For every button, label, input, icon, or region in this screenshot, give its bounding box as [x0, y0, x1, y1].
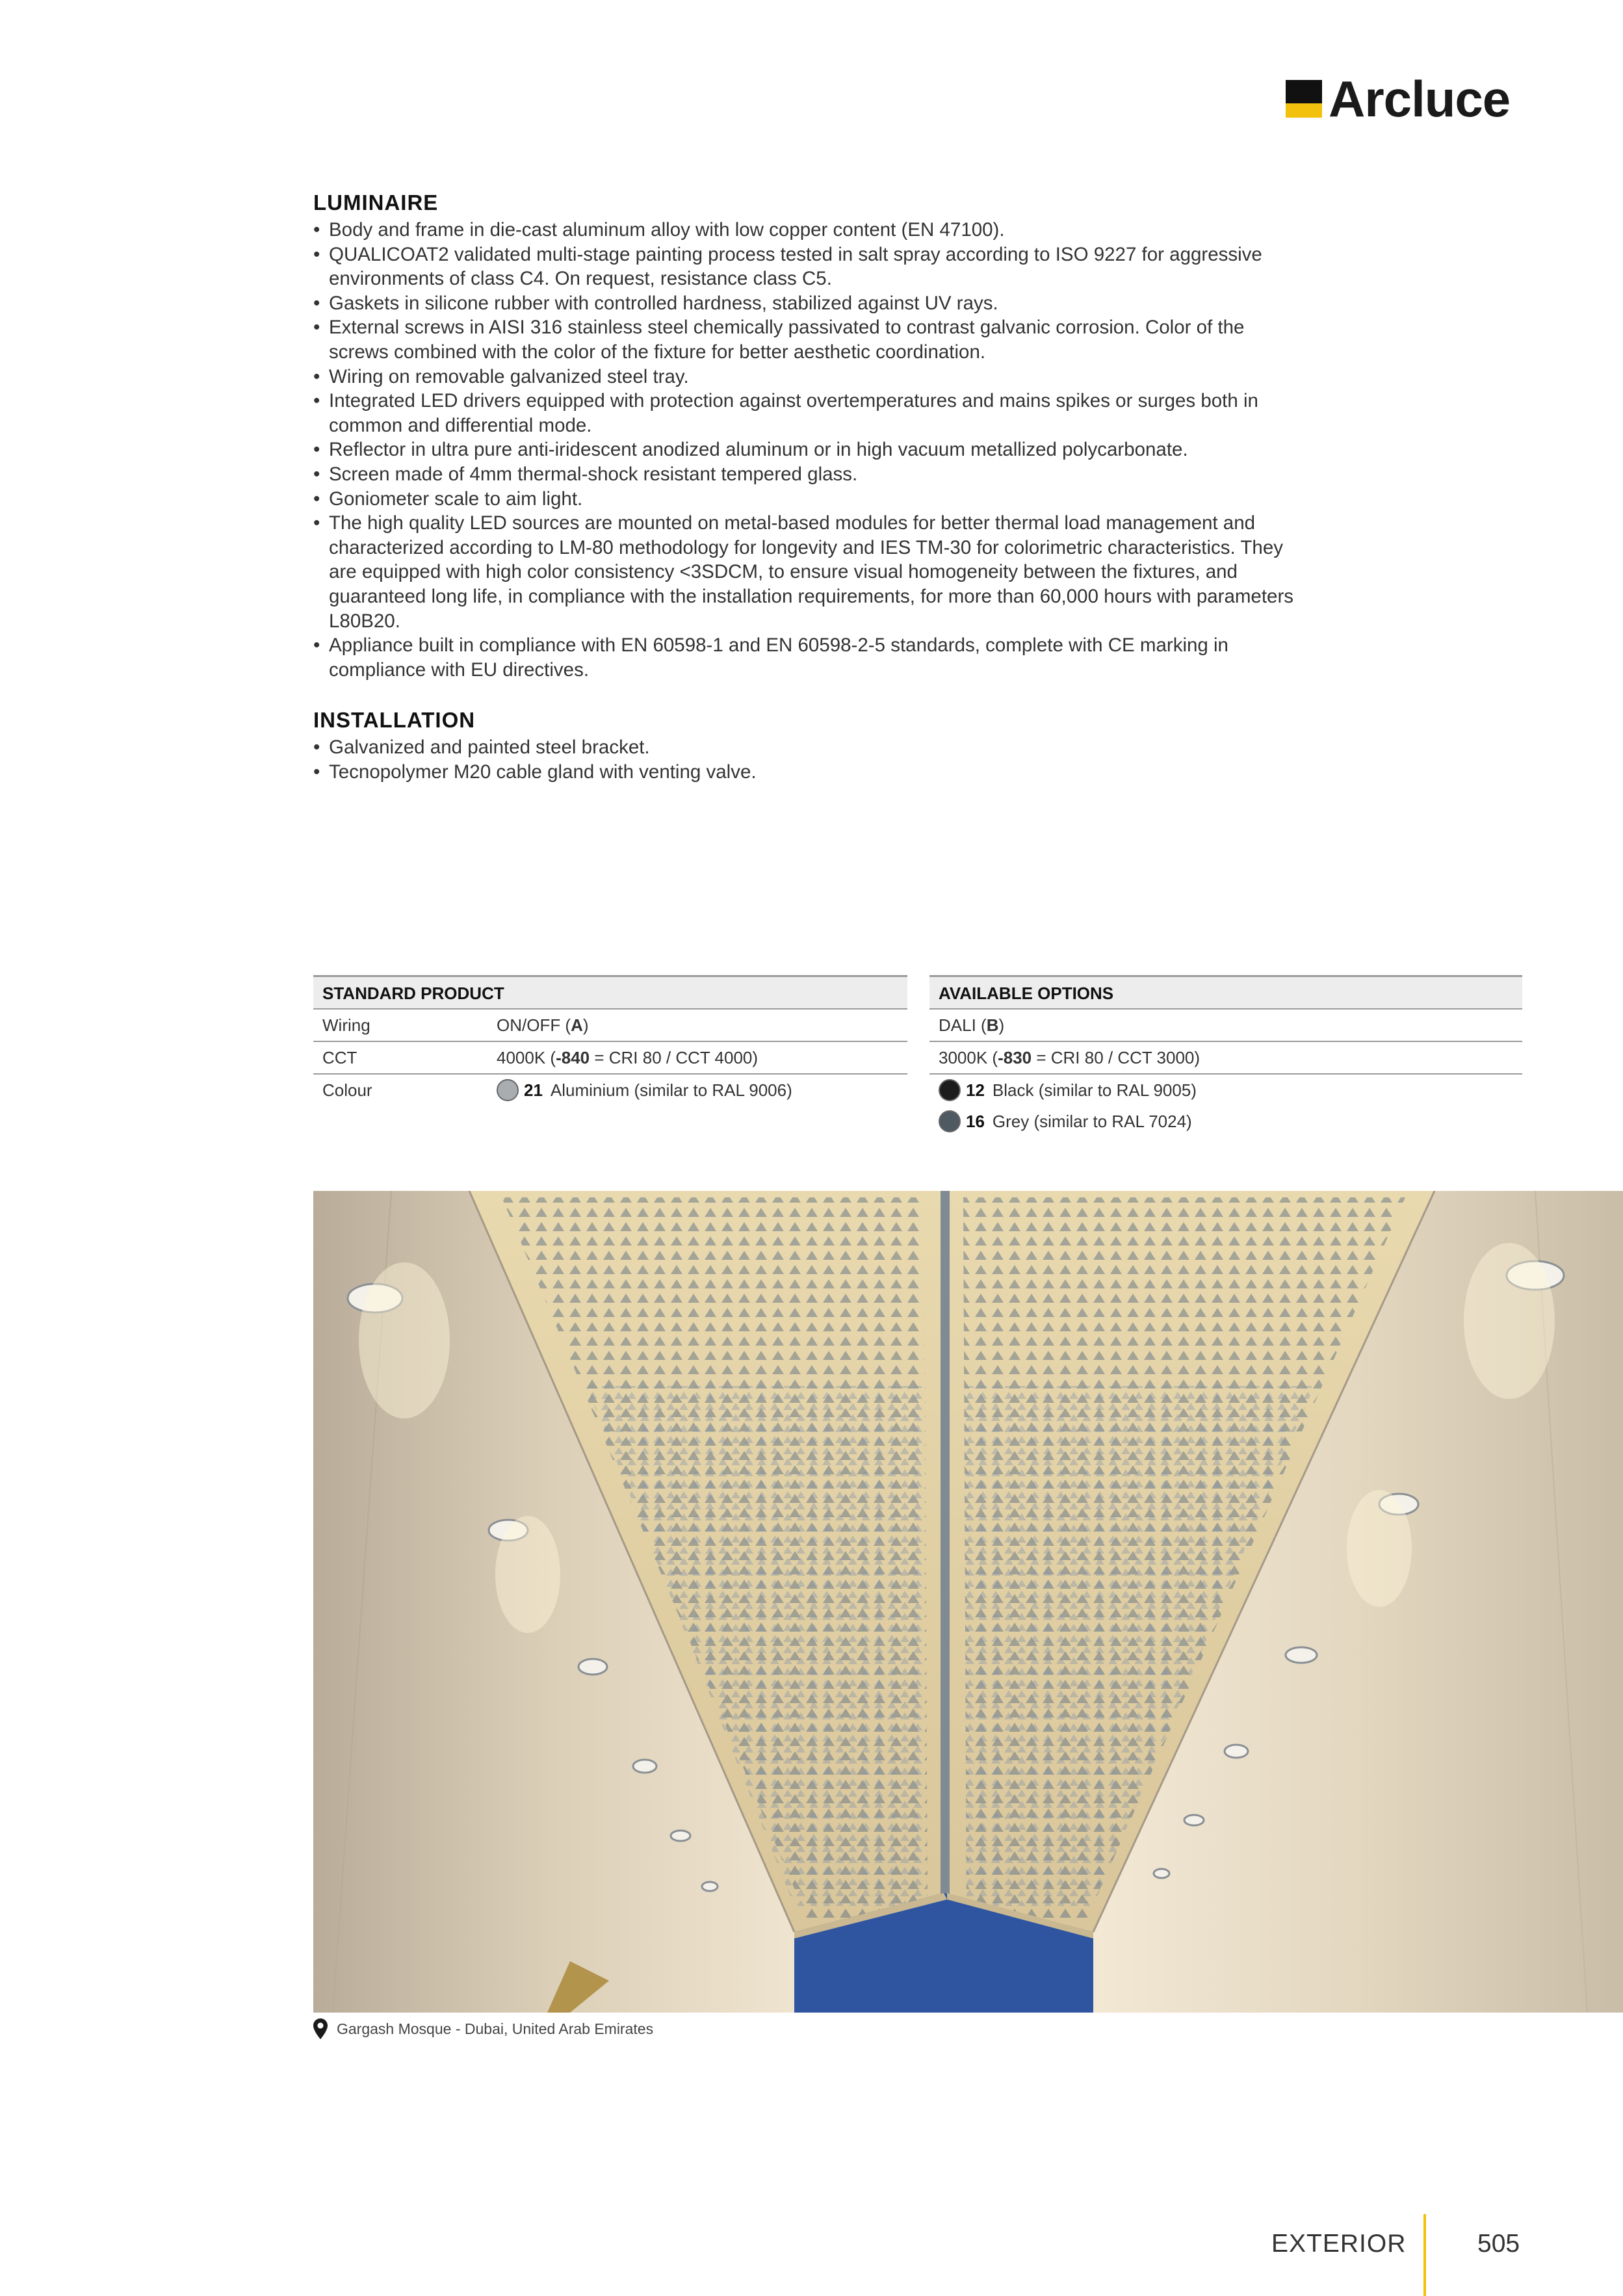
row-label: CCT: [322, 1047, 357, 1067]
installation-title: INSTALLATION: [313, 708, 476, 732]
list-item: • Reflector in ultra pure anti-iridescent anodized aluminum or in high vacuum metallized polycarbonate.: [313, 437, 1301, 462]
standard-product-table: [313, 975, 907, 1106]
table-row: [929, 1008, 1522, 1041]
list-item: • Tecnopolymer M20 cable gland with venting valve.: [313, 760, 1301, 785]
colour-name: Black (similar to RAL 9005): [992, 1080, 1197, 1100]
list-item: • Appliance built in compliance with EN 60598-1 and EN 60598-2-5 standards, complete with CE marking in compliance with EU directives.: [313, 633, 1301, 682]
list-item: • Integrated LED drivers equipped with protection against overtemperatures and mains spikes or surges both in common and differential mode.: [313, 389, 1301, 437]
mosque-ceiling-photo: [313, 1191, 1623, 2013]
table-row: [929, 1075, 1522, 1106]
list-item: • Goniometer scale to aim light.: [313, 487, 1301, 512]
list-item: • The high quality LED sources are mounted on metal-based modules for better thermal load management and characterized according to LM-80 methodology for longevity and IES TM-30 for colorimetric characteristics. They are equipped with high color consistency <3SDCM, to ensure visual homogeneity between the fixtures, and guaranteed long life, in compliance with the installation requirements, for more than 60,000 hours with parameters L80B20.: [313, 511, 1301, 633]
table-row: [313, 1073, 907, 1106]
installation-list: [313, 735, 1301, 784]
footer-divider: [1423, 2214, 1426, 2296]
footer-section-label: EXTERIOR: [1271, 2230, 1407, 2258]
table-header: STANDARD PRODUCT: [313, 975, 907, 1008]
row-label: Colour: [322, 1080, 372, 1100]
list-item: • Body and frame in die-cast aluminum alloy with low copper content (EN 47100).: [313, 218, 1301, 242]
list-item: • External screws in AISI 316 stainless steel chemically passivated to contrast galvanic corrosion. Color of the screws combined with the color of the fixture for better aesthetic coordination.: [313, 315, 1301, 364]
list-item: • Gaskets in silicone rubber with controlled hardness, stabilized against UV rays.: [313, 291, 1301, 316]
colour-name: Grey (similar to RAL 7024): [992, 1111, 1192, 1131]
luminaire-title: LUMINAIRE: [313, 190, 439, 215]
location-pin-icon: [313, 2018, 328, 2039]
luminaire-list: [313, 218, 1301, 682]
photo-caption: [313, 2018, 653, 2040]
colour-swatch-icon: [497, 1079, 519, 1101]
available-options-table: [929, 975, 1522, 1137]
logo-mark-icon: [1286, 80, 1322, 118]
luminaire-section: [313, 189, 1301, 682]
brand-logo: [1286, 70, 1511, 127]
row-value: ON/OFF (A): [497, 1015, 589, 1035]
colour-code: 16: [966, 1111, 985, 1131]
table-row: [929, 1106, 1522, 1137]
installation-section: [313, 707, 1301, 784]
page-number: 505: [1477, 2230, 1520, 2258]
list-item: • Galvanized and painted steel bracket.: [313, 735, 1301, 760]
table-row: [929, 1041, 1522, 1075]
table-row: [313, 1041, 907, 1073]
list-item: • Screen made of 4mm thermal-shock resistant tempered glass.: [313, 462, 1301, 487]
list-item: • QUALICOAT2 validated multi-stage painting process tested in salt spray according to ISO 9227 for aggressive environments of class C4. On request, resistance class C5.: [313, 242, 1301, 291]
colour-code: 21: [524, 1080, 543, 1100]
colour-swatch-icon: [939, 1079, 961, 1101]
row-value: 4000K (-840 = CRI 80 / CCT 4000): [497, 1047, 759, 1067]
table-row: [313, 1008, 907, 1041]
row-value: 3000K (-830 = CRI 80 / CCT 3000): [939, 1047, 1201, 1067]
colour-code: 12: [966, 1080, 985, 1100]
caption-text: Gargash Mosque - Dubai, United Arab Emirates: [337, 2020, 654, 2037]
row-label: Wiring: [322, 1015, 370, 1035]
logo-text: Arcluce: [1329, 70, 1511, 127]
colour-swatch-icon: [939, 1110, 961, 1132]
table-header: AVAILABLE OPTIONS: [929, 975, 1522, 1008]
row-value: DALI (B): [939, 1015, 1005, 1035]
colour-name: Aluminium (similar to RAL 9006): [550, 1080, 792, 1100]
list-item: • Wiring on removable galvanized steel tray.: [313, 365, 1301, 389]
